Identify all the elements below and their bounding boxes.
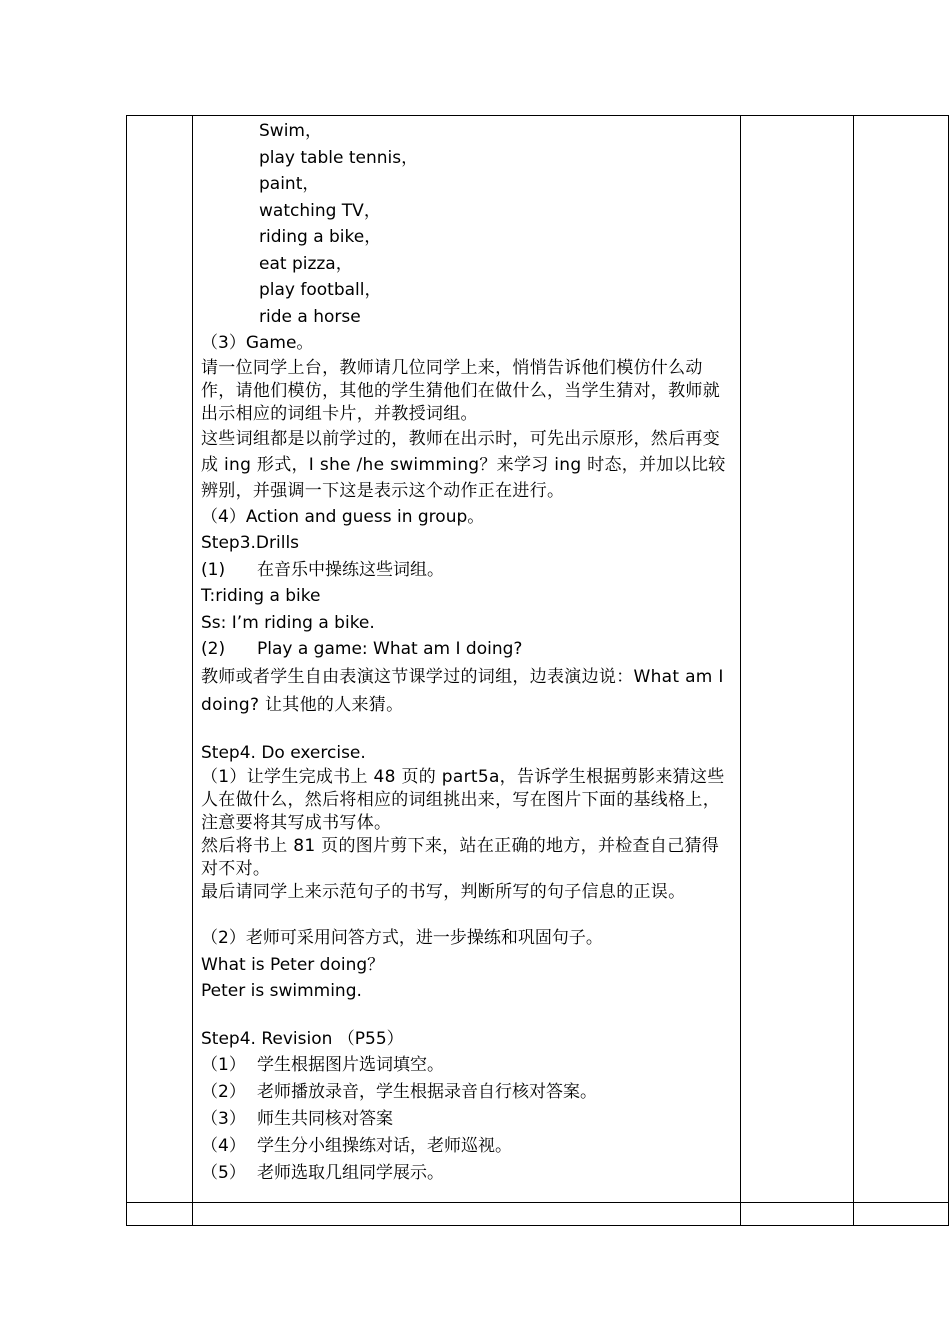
left-cell: [127, 116, 193, 1203]
revision-text: 老师播放录音，学生根据录音自行核对答案。: [257, 1082, 597, 1102]
vocab-item: play table tennis，: [259, 147, 419, 168]
procedure-cell: [193, 116, 741, 1203]
revision-number: （1）: [201, 1055, 246, 1075]
game-heading: （3）Game。: [201, 333, 314, 353]
exercise-paragraph: 然后将书上 81 页的图片剪下来，站在正确的地方，并检查自己猜得对不对。: [201, 836, 720, 879]
footer-cell: [854, 1203, 949, 1226]
revision-item: [201, 1052, 732, 1079]
exercise-answer: Peter is swimming.: [201, 981, 362, 1001]
drill-text: 在音乐中操练这些词组。: [257, 559, 444, 580]
revision-number: （2）: [201, 1082, 246, 1102]
footer-cell: [193, 1203, 741, 1226]
exercise-paragraph: 最后请同学上来示范句子的书写，判断所写的句子信息的正误。: [201, 882, 686, 902]
revision-text: 老师选取几组同学展示。: [257, 1163, 444, 1183]
action-heading: （4）Action and guess in group。: [201, 506, 485, 527]
exercise-paragraph: （1）让学生完成书上 48 页的 part5a，告诉学生根据剪影来猜这些人在做什么，然后将相应的词组挑出来，写在图片下面的基线格上，注意要将其写成书写体。: [201, 767, 725, 833]
footer-row: [127, 1203, 949, 1226]
footer-cell: [127, 1203, 193, 1226]
exercise-question: What is Peter doing？: [201, 954, 385, 975]
drill-item: [201, 636, 732, 663]
vocab-item: watching TV，: [259, 200, 381, 221]
drill-number: (1): [201, 559, 226, 580]
fourth-cell: [854, 116, 949, 1203]
revision-text: 学生分小组操练对话，老师巡视。: [257, 1136, 512, 1156]
vocab-item: play football，: [259, 280, 382, 300]
vocab-item: riding a bike，: [259, 227, 382, 247]
step4-exercise-title: Step4. Do exercise.: [201, 742, 366, 763]
revision-text: 师生共同核对答案: [257, 1109, 393, 1129]
revision-item: [201, 1160, 732, 1187]
footer-cell: [741, 1203, 854, 1226]
drill-teacher-line: T:riding a bike: [201, 586, 321, 606]
step4-revision-title: Step4. Revision （P55）: [201, 1028, 404, 1049]
game-paragraph: 这些词组都是以前学过的，教师在出示时，可先出示原形，然后再变成 ing 形式，I she /he swimming？来学习 ing 时态，并加以比较辨别，并强调一下这是表示这个动作正在进行。: [201, 428, 726, 501]
drill-number: (2): [201, 639, 226, 659]
revision-number: （3）: [201, 1109, 246, 1129]
vocab-item: ride a horse: [259, 306, 361, 327]
revision-number: （4）: [201, 1136, 246, 1156]
vocab-item: Swim，: [259, 121, 322, 141]
vocab-item: paint，: [259, 174, 320, 194]
content-row: [127, 116, 949, 1203]
drill-paragraph: 教师或者学生自由表演这节课学过的词组，边表演边说：What am I doing? 让其他的人来猜。: [201, 666, 724, 715]
game-paragraph: 请一位同学上台，教师请几位同学上来，悄悄告诉他们模仿什么动作，请他们模仿，其他的学生猜他们在做什么，当学生猜对，教师就出示相应的词组卡片，并教授词组。: [201, 357, 720, 424]
step3-title: Step3.Drills: [201, 533, 300, 553]
revision-item: [201, 1079, 732, 1106]
revision-item: [201, 1133, 732, 1160]
drill-students-line: Ss: I’m riding a bike.: [201, 612, 375, 633]
lesson-table: [126, 115, 949, 1226]
vocab-item: eat pizza，: [259, 253, 353, 274]
revision-text: 学生根据图片选词填空。: [257, 1055, 444, 1075]
revision-number: （5）: [201, 1163, 246, 1183]
revision-item: [201, 1106, 732, 1133]
third-cell: [741, 116, 854, 1203]
exercise-paragraph: （2）老师可采用问答方式，进一步操练和巩固句子。: [201, 928, 603, 948]
drill-item: [201, 557, 732, 584]
drill-text: Play a game: What am I doing?: [257, 639, 523, 659]
